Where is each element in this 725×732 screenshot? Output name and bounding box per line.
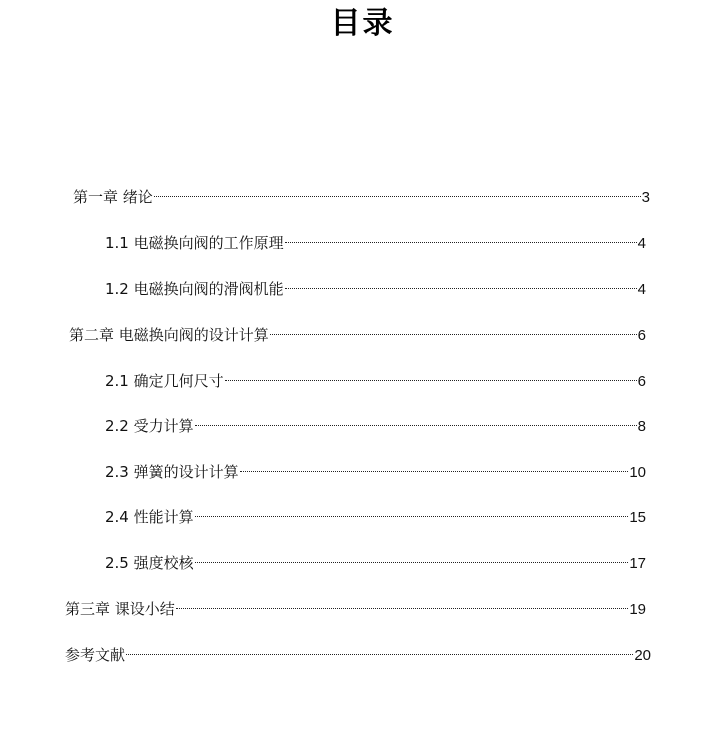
toc-entry-section-2-3[interactable] [105,455,646,481]
toc-entry-label: 参考文献 [65,646,126,664]
toc-entry-label: 2.3 弹簧的设计计算 [105,463,239,481]
toc-entry-chapter-1[interactable] [73,180,650,206]
dot-leader [195,409,637,431]
toc-entry-references[interactable] [65,638,651,664]
toc-entry-page-number: 17 [629,555,646,572]
toc-entry-section-2-2[interactable] [105,409,646,435]
dot-leader [285,272,637,294]
toc-entry-page-number: 19 [629,601,646,618]
toc-entry-label: 第一章 绪论 [73,188,153,206]
toc-entry-page-number: 4 [637,235,646,252]
dot-leader [285,226,637,248]
toc-entry-label: 2.4 性能计算 [105,508,194,526]
toc-entry-label: 2.5 强度校核 [105,554,194,572]
dot-leader [195,546,629,568]
dot-leader [176,592,629,614]
toc-entry-page-number: 10 [629,464,646,481]
toc-entry-page-number: 6 [637,327,646,344]
toc-entry-label: 1.2 电磁换向阀的滑阀机能 [105,280,284,298]
toc-entry-chapter-3[interactable] [65,592,646,618]
dot-leader [225,364,637,386]
toc-entry-page-number: 20 [634,647,651,664]
toc-entry-section-2-1[interactable] [105,364,646,390]
toc-entry-page-number: 8 [637,418,646,435]
toc-entry-label: 第二章 电磁换向阀的设计计算 [69,326,269,344]
toc-entry-page-number: 15 [629,509,646,526]
toc-entry-section-2-5[interactable] [105,546,646,572]
toc-entry-chapter-2[interactable] [69,318,646,344]
toc-entry-label: 1.1 电磁换向阀的工作原理 [105,234,284,252]
dot-leader [154,180,641,202]
toc-entry-label: 2.1 确定几何尺寸 [105,372,224,390]
toc-entry-section-1-1[interactable] [105,226,646,252]
toc-entry-section-1-2[interactable] [105,272,646,298]
dot-leader [270,318,637,340]
toc-entry-section-2-4[interactable] [105,500,646,526]
dot-leader [126,638,633,660]
toc-entry-page-number: 3 [641,189,650,206]
toc-entry-label: 2.2 受力计算 [105,417,194,435]
dot-leader [195,500,629,522]
toc-entry-page-number: 4 [637,281,646,298]
dot-leader [240,455,629,477]
toc-entry-page-number: 6 [637,373,646,390]
page-title: 目录 [330,6,395,41]
toc-entry-label: 第三章 课设小结 [65,600,175,618]
